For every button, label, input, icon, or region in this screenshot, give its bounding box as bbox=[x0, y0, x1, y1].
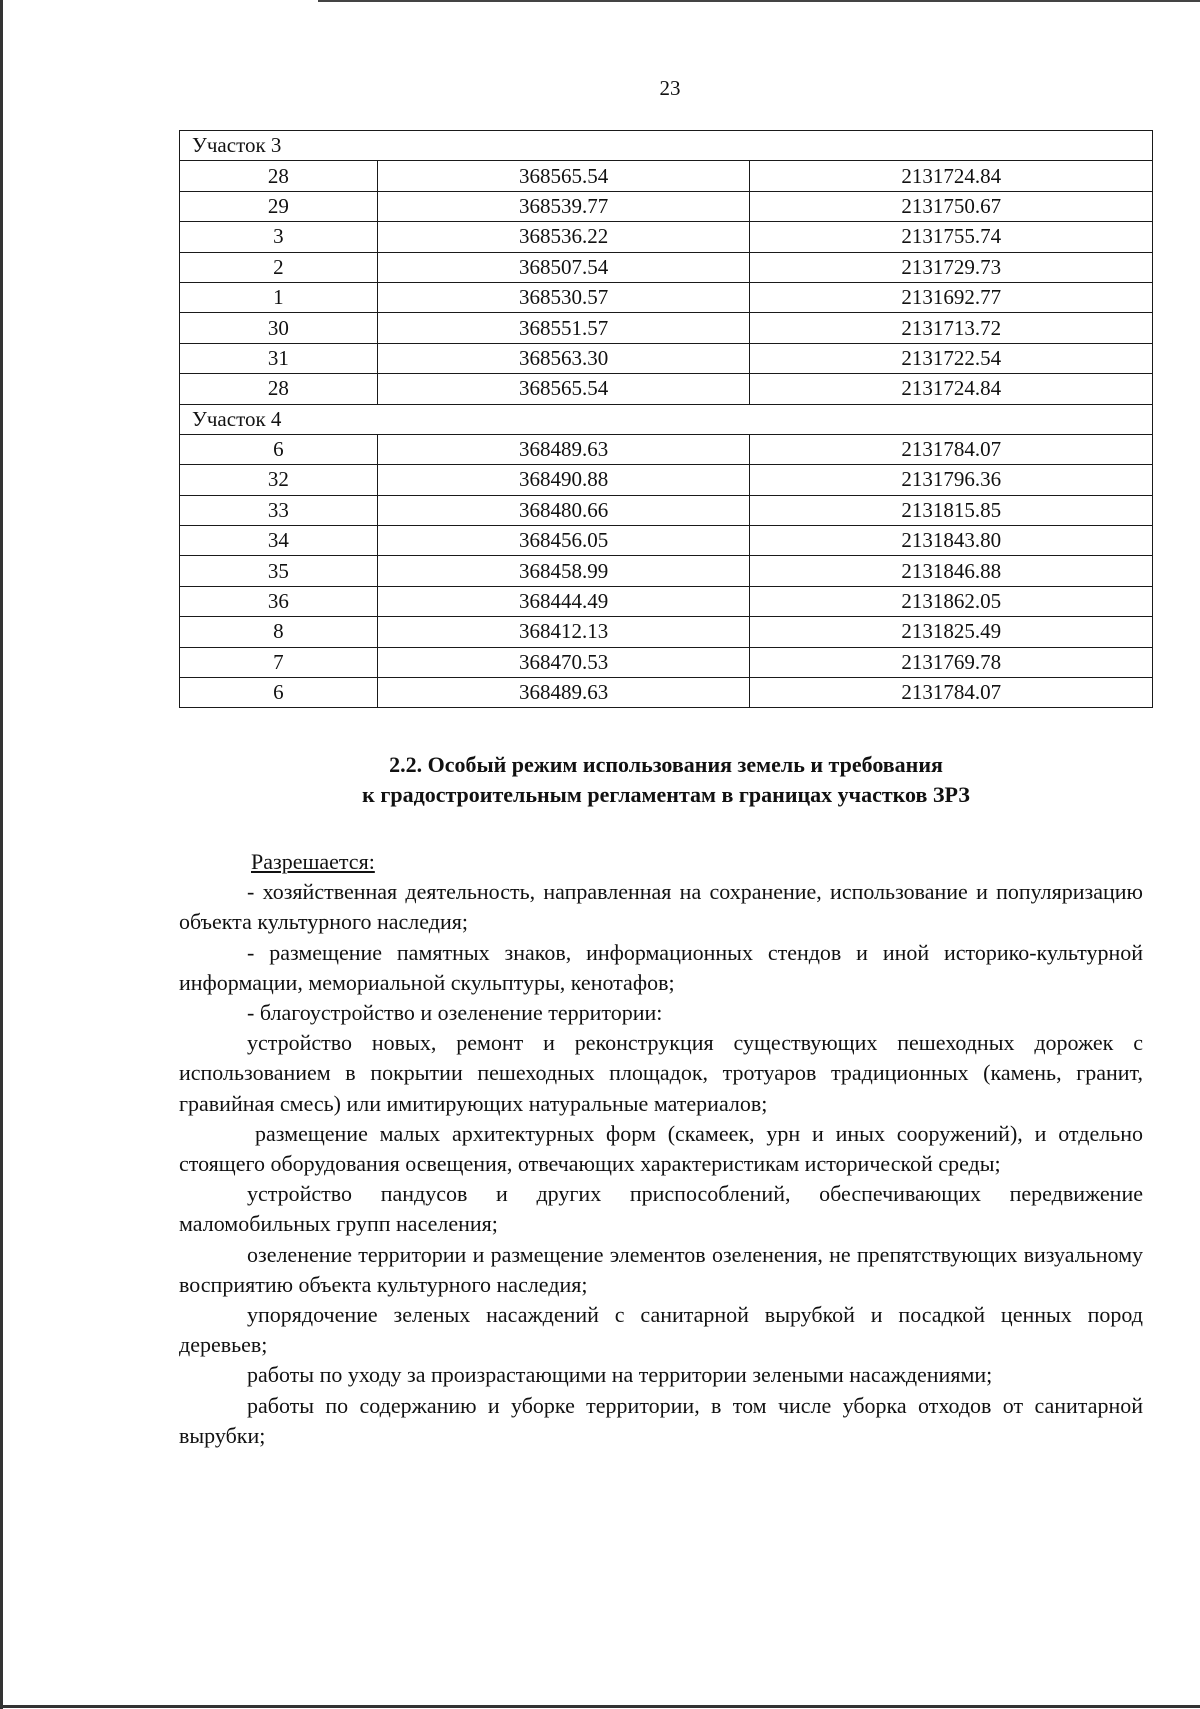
table-row bbox=[180, 526, 1153, 556]
section-header-row bbox=[180, 404, 1153, 434]
paragraph: озеленение территории и размещение элементов озеленения, не препятствующих визуальному восприятию объекта культурного наследия; bbox=[179, 1241, 1143, 1297]
allowed-heading: Разрешается: bbox=[251, 849, 375, 874]
paragraph: работы по уходу за произрастающими на территории зелеными насаждениями; bbox=[247, 1362, 993, 1388]
coord-x: 368444.49 bbox=[377, 586, 750, 616]
point-number: 28 bbox=[180, 161, 378, 191]
coord-y: 2131862.05 bbox=[750, 586, 1153, 616]
coord-x: 368490.88 bbox=[377, 465, 750, 495]
point-number: 36 bbox=[180, 586, 378, 616]
coord-y: 2131846.88 bbox=[750, 556, 1153, 586]
table-row bbox=[180, 617, 1153, 647]
coord-y: 2131729.73 bbox=[750, 252, 1153, 282]
coord-x: 368565.54 bbox=[377, 374, 750, 404]
point-number: 29 bbox=[180, 191, 378, 221]
point-number: 34 bbox=[180, 526, 378, 556]
point-number: 32 bbox=[180, 465, 378, 495]
table-row bbox=[180, 556, 1153, 586]
coord-x: 368458.99 bbox=[377, 556, 750, 586]
table-row bbox=[180, 647, 1153, 677]
table-row bbox=[180, 222, 1153, 252]
table-row bbox=[180, 495, 1153, 525]
point-number: 31 bbox=[180, 343, 378, 373]
coordinates-table bbox=[179, 130, 1153, 708]
paragraph: устройство новых, ремонт и реконструкция существующих пешеходных дорожек с использованием в покрытии пешеходных площадок, тротуаров традиционных (камень, гранит, гравийная смесь) или имитирующих натуральные материалов; bbox=[179, 1030, 1143, 1116]
section-header-row bbox=[180, 131, 1153, 161]
section-title: Участок 4 bbox=[180, 404, 1153, 434]
coord-y: 2131724.84 bbox=[750, 374, 1153, 404]
coord-x: 368480.66 bbox=[377, 495, 750, 525]
coord-x: 368456.05 bbox=[377, 526, 750, 556]
coord-y: 2131713.72 bbox=[750, 313, 1153, 343]
table-row bbox=[180, 374, 1153, 404]
coord-x: 368507.54 bbox=[377, 252, 750, 282]
point-number: 28 bbox=[180, 374, 378, 404]
coord-y: 2131692.77 bbox=[750, 282, 1153, 312]
point-number: 6 bbox=[180, 434, 378, 464]
coord-y: 2131825.49 bbox=[750, 617, 1153, 647]
coord-x: 368539.77 bbox=[377, 191, 750, 221]
table-row bbox=[180, 313, 1153, 343]
section-title: Участок 3 bbox=[180, 131, 1153, 161]
table-row bbox=[180, 586, 1153, 616]
table-row bbox=[180, 191, 1153, 221]
point-number: 30 bbox=[180, 313, 378, 343]
coord-y: 2131755.74 bbox=[750, 222, 1153, 252]
table-row bbox=[180, 282, 1153, 312]
point-number: 35 bbox=[180, 556, 378, 586]
coord-x: 368489.63 bbox=[377, 434, 750, 464]
table-row bbox=[180, 678, 1153, 708]
section-heading bbox=[179, 750, 1153, 810]
scan-edge-left bbox=[0, 0, 3, 1709]
coord-y: 2131815.85 bbox=[750, 495, 1153, 525]
point-number: 8 bbox=[180, 617, 378, 647]
coord-y: 2131722.54 bbox=[750, 343, 1153, 373]
coord-x: 368565.54 bbox=[377, 161, 750, 191]
point-number: 3 bbox=[180, 222, 378, 252]
coord-y: 2131843.80 bbox=[750, 526, 1153, 556]
table-row bbox=[180, 161, 1153, 191]
coord-y: 2131784.07 bbox=[750, 678, 1153, 708]
coord-x: 368563.30 bbox=[377, 343, 750, 373]
paragraph: - благоустройство и озеленение территории: bbox=[247, 1000, 663, 1026]
paragraph: - размещение памятных знаков, информационных стендов и иной историко-культурной информации, мемориальной скульптуры, кенотафов; bbox=[179, 939, 1143, 995]
coord-y: 2131769.78 bbox=[750, 647, 1153, 677]
coord-y: 2131796.36 bbox=[750, 465, 1153, 495]
section-body bbox=[179, 847, 1143, 1451]
point-number: 6 bbox=[180, 678, 378, 708]
point-number: 7 bbox=[180, 647, 378, 677]
coord-x: 368536.22 bbox=[377, 222, 750, 252]
coord-y: 2131784.07 bbox=[750, 434, 1153, 464]
paragraph: - хозяйственная деятельность, направленная на сохранение, использование и популяризацию объекта культурного наследия; bbox=[179, 879, 1143, 935]
paragraph: работы по содержанию и уборке территории, в том числе уборка отходов от санитарной вырубки; bbox=[179, 1392, 1143, 1448]
paragraph: устройство пандусов и других приспособлений, обеспечивающих передвижение маломобильных групп населения; bbox=[179, 1181, 1143, 1237]
coord-y: 2131750.67 bbox=[750, 191, 1153, 221]
coord-y: 2131724.84 bbox=[750, 161, 1153, 191]
point-number: 33 bbox=[180, 495, 378, 525]
page-number: 23 bbox=[659, 76, 681, 100]
section-heading-line-2: к градостроительным регламентам в границах участков ЗРЗ bbox=[362, 782, 970, 807]
scan-edge-bottom bbox=[0, 1705, 1200, 1708]
scan-edge-top bbox=[318, 0, 1200, 2]
table-row bbox=[180, 465, 1153, 495]
point-number: 2 bbox=[180, 252, 378, 282]
table-row bbox=[180, 252, 1153, 282]
point-number: 1 bbox=[180, 282, 378, 312]
coord-x: 368412.13 bbox=[377, 617, 750, 647]
paragraph: упорядочение зеленых насаждений с санитарной вырубкой и посадкой ценных пород деревьев; bbox=[179, 1302, 1143, 1358]
coord-x: 368489.63 bbox=[377, 678, 750, 708]
paragraph: размещение малых архитектурных форм (скамеек, урн и иных сооружений), и отдельно стоящего оборудования освещения, отвечающих характеристикам исторической среды; bbox=[179, 1120, 1143, 1177]
coord-x: 368470.53 bbox=[377, 647, 750, 677]
section-heading-line-1: 2.2. Особый режим использования земель и требования bbox=[389, 752, 943, 777]
table-row bbox=[180, 343, 1153, 373]
table-row bbox=[180, 434, 1153, 464]
coord-x: 368551.57 bbox=[377, 313, 750, 343]
coord-x: 368530.57 bbox=[377, 282, 750, 312]
